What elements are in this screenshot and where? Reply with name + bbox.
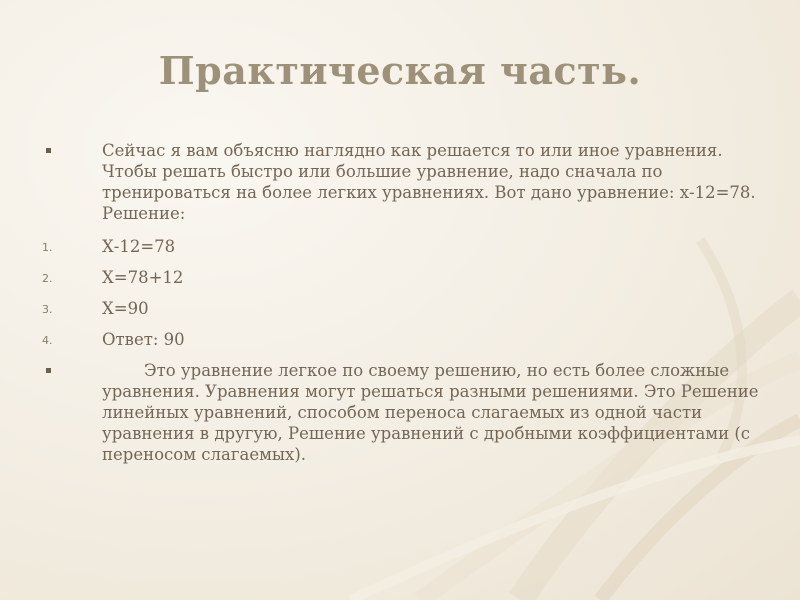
step-item — [40, 236, 765, 257]
step-item — [40, 298, 765, 319]
square-bullet-icon — [46, 148, 51, 153]
step-text: Х=78+12 — [102, 268, 184, 287]
step-text: Ответ: 90 — [102, 330, 185, 349]
step-text: Х=90 — [102, 299, 149, 318]
intro-paragraph — [40, 140, 765, 224]
final-text: Это уравнение легкое по своему решению, но есть более сложные уравнения. Уравнения могут решаться разными решениями. Это Решение линейных уравнений, способом переноса слагаемых из одной части уравнения в другую, Решение уравнений с дробными коэффициентами (с переносом слагаемых). — [102, 361, 759, 464]
step-text: Х-12=78 — [102, 237, 176, 256]
step-item — [40, 267, 765, 288]
intro-text: Сейчас я вам объясню наглядно как решается то или иное уравнения. Чтобы решать быстро или большие уравнение, надо сначала по тренироваться на более легких уравнениях. Вот дано уравнение: х-12=78. Решение: — [102, 141, 756, 223]
square-bullet-icon — [46, 368, 51, 373]
step-number: 2. — [42, 272, 53, 285]
step-item — [40, 329, 765, 350]
step-number: 1. — [42, 241, 53, 254]
step-number: 4. — [42, 334, 53, 347]
slide-body — [40, 140, 765, 465]
step-number: 3. — [42, 303, 53, 316]
final-paragraph — [40, 360, 765, 465]
slide-title: Практическая часть. — [158, 48, 642, 93]
